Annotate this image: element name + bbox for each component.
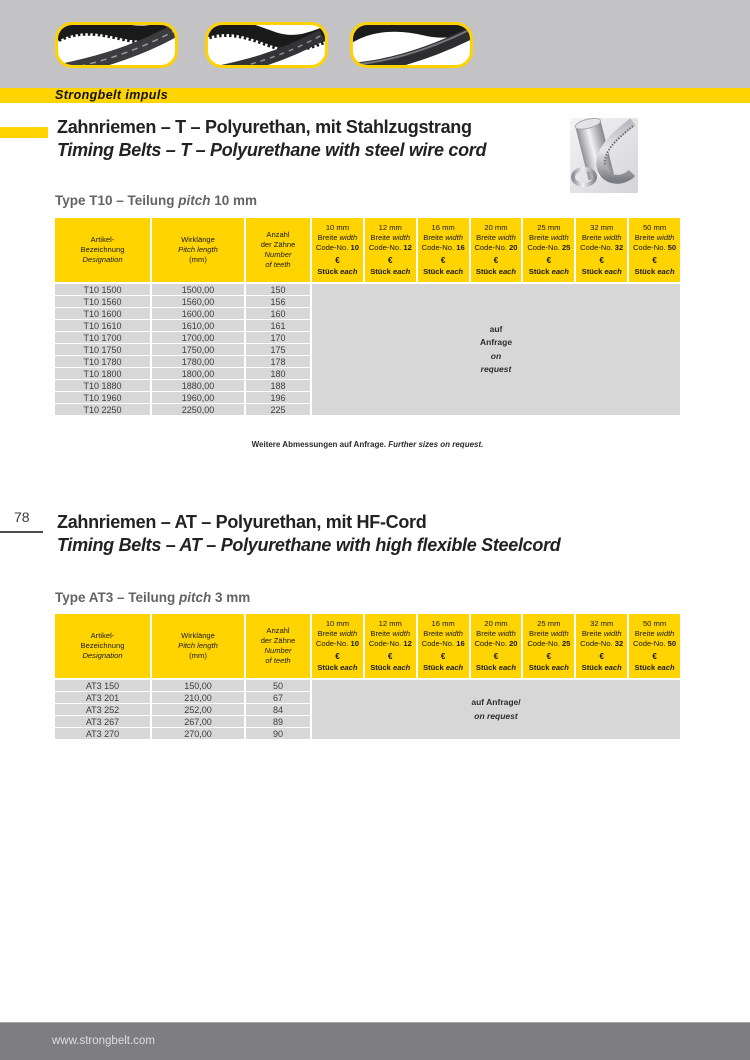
table-cell: T10 1500 — [55, 284, 150, 295]
table-cell: 67 — [246, 692, 310, 703]
header-cell: 10 mm Breite width Code-No. 10 € Stück each — [312, 218, 363, 282]
section-title-en: Timing Belts – T – Polyurethane with steel wire cord — [57, 140, 487, 160]
type-label: Type T10 – Teilung pitch 10 mm — [55, 193, 258, 208]
table-cell: AT3 201 — [55, 692, 150, 703]
section-1-titles — [57, 116, 486, 162]
belt-illustration-icon — [353, 25, 470, 65]
table-cell: 150,00 — [152, 680, 244, 691]
belt-thumbnail-3 — [350, 22, 473, 68]
header-cell: 12 mm Breite width Code-No. 12 € Stück each — [365, 614, 416, 678]
header-cell: 25 mm Breite width Code-No. 25 € Stück each — [523, 614, 574, 678]
table-body — [55, 680, 680, 739]
belt-thumbnail-2 — [205, 22, 328, 68]
footer-bar — [0, 1022, 750, 1060]
table-cell: T10 1880 — [55, 380, 150, 391]
type-label: Type AT3 – Teilung pitch 3 mm — [55, 590, 251, 605]
section-2-titles — [57, 511, 560, 557]
table-cell: 2250,00 — [152, 404, 244, 415]
table-cell: AT3 252 — [55, 704, 150, 715]
page-number: 78 — [14, 509, 30, 525]
table-cell: T10 1750 — [55, 344, 150, 355]
table-cell: T10 2250 — [55, 404, 150, 415]
section-title-de: Zahnriemen – AT – Polyurethan, mit HF-Cord — [57, 512, 427, 532]
footer-url: www.strongbelt.com — [52, 1035, 155, 1047]
table-cell: 1880,00 — [152, 380, 244, 391]
page-number-rule — [0, 531, 43, 533]
table-footnote: Weitere Abmessungen auf Anfrage. Further sizes on request. — [251, 440, 484, 449]
header-cell: 12 mm Breite width Code-No. 12 € Stück each — [365, 218, 416, 282]
header-cell: 50 mm Breite width Code-No. 50 € Stück each — [629, 218, 680, 282]
table-cell: T10 1700 — [55, 332, 150, 343]
table-cell: 1700,00 — [152, 332, 244, 343]
at3-table — [55, 614, 680, 739]
header-cell: 32 mm Breite width Code-No. 32 € Stück each — [576, 218, 627, 282]
table-cell: 1960,00 — [152, 392, 244, 403]
header-cell: 10 mm Breite width Code-No. 10 € Stück each — [312, 614, 363, 678]
table-cell: 180 — [246, 368, 310, 379]
header-cell: Artikel- Bezeichnung Designation — [55, 218, 150, 282]
table-cell: AT3 267 — [55, 716, 150, 727]
table-cell: 188 — [246, 380, 310, 391]
table-cell: T10 1780 — [55, 356, 150, 367]
table-body — [55, 284, 680, 415]
table-cell: 1750,00 — [152, 344, 244, 355]
table-cell: 1800,00 — [152, 368, 244, 379]
header-cell: Wirklänge Pitch length (mm) — [152, 218, 244, 282]
table-cell: T10 1600 — [55, 308, 150, 319]
table-cell: 1500,00 — [152, 284, 244, 295]
header-cell: 25 mm Breite width Code-No. 25 € Stück each — [523, 218, 574, 282]
table-cell: 160 — [246, 308, 310, 319]
table-cell: AT3 270 — [55, 728, 150, 739]
header-cell: Anzahl der Zähne Number of teeth — [246, 614, 310, 678]
brand-stripe — [0, 88, 750, 103]
timing-belt-photo-icon — [570, 118, 638, 193]
header-cell: 50 mm Breite width Code-No. 50 € Stück each — [629, 614, 680, 678]
table-cell: 50 — [246, 680, 310, 691]
table-cell: 150 — [246, 284, 310, 295]
section-marker — [0, 127, 48, 138]
brand-name: Strongbelt impuls — [55, 88, 169, 102]
table-cell: 270,00 — [152, 728, 244, 739]
product-photo — [570, 118, 638, 193]
header-cell: Artikel- Bezeichnung Designation — [55, 614, 150, 678]
table-cell: T10 1800 — [55, 368, 150, 379]
table-cell: 89 — [246, 716, 310, 727]
header-cell: 20 mm Breite width Code-No. 20 € Stück each — [471, 614, 522, 678]
header-cell: Anzahl der Zähne Number of teeth — [246, 218, 310, 282]
belt-illustration-icon — [58, 25, 175, 65]
table-cell: 267,00 — [152, 716, 244, 727]
section-title-de: Zahnriemen – T – Polyurethan, mit Stahlzugstrang — [57, 117, 472, 137]
belt-thumbnail-1 — [55, 22, 178, 68]
section-title-en: Timing Belts – AT – Polyurethane with high flexible Steelcord — [57, 535, 561, 555]
table-cell: T10 1610 — [55, 320, 150, 331]
table-cell: 225 — [246, 404, 310, 415]
table-cell: 84 — [246, 704, 310, 715]
table-header-row — [55, 218, 680, 282]
header-cell: 20 mm Breite width Code-No. 20 € Stück each — [471, 218, 522, 282]
header-cell: 16 mm Breite width Code-No. 16 € Stück each — [418, 614, 469, 678]
t10-table — [55, 218, 680, 415]
table-cell: 1780,00 — [152, 356, 244, 367]
on-request-cell: auf Anfrage/ on request — [312, 680, 680, 739]
table-cell: 161 — [246, 320, 310, 331]
table-header-row — [55, 614, 680, 678]
header-band — [0, 0, 750, 88]
table-cell: 156 — [246, 296, 310, 307]
header-cell: 16 mm Breite width Code-No. 16 € Stück each — [418, 218, 469, 282]
belt-illustration-icon — [208, 25, 325, 65]
table-cell: 1560,00 — [152, 296, 244, 307]
table-cell: 1610,00 — [152, 320, 244, 331]
on-request-cell: auf Anfrage on request — [312, 284, 680, 415]
table-cell: 210,00 — [152, 692, 244, 703]
header-cell: 32 mm Breite width Code-No. 32 € Stück each — [576, 614, 627, 678]
table-cell: T10 1560 — [55, 296, 150, 307]
table-cell: 170 — [246, 332, 310, 343]
table-cell: 175 — [246, 344, 310, 355]
table-cell: 196 — [246, 392, 310, 403]
table-cell: AT3 150 — [55, 680, 150, 691]
table-cell: 178 — [246, 356, 310, 367]
header-cell: Wirklänge Pitch length (mm) — [152, 614, 244, 678]
table-cell: 90 — [246, 728, 310, 739]
table-cell: 1600,00 — [152, 308, 244, 319]
table-cell: T10 1960 — [55, 392, 150, 403]
table-cell: 252,00 — [152, 704, 244, 715]
